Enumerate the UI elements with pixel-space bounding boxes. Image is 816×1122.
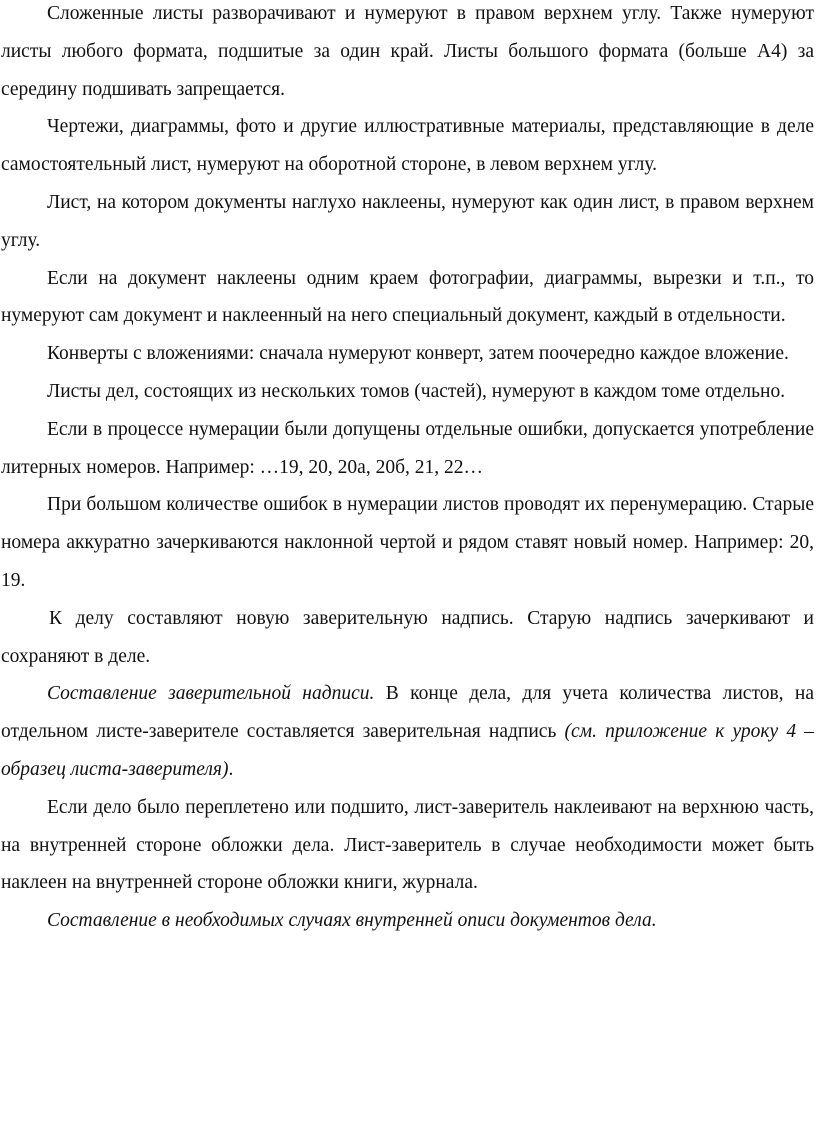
paragraph-text: Чертежи, диаграммы, фото и другие иллюстративные материалы, представляющие в деле самостоятельный лист, нумеруют на оборотной стороне, в левом верхнем углу. bbox=[1, 116, 814, 176]
paragraph-text: Сложенные листы разворачивают и нумеруют в правом верхнем углу. Также нумеруют листы любого формата, подшитые за один край. Листы большого формата (больше А4) за середину подшивать запрещается. bbox=[1, 3, 814, 100]
paragraph-letter-numbers bbox=[1, 411, 814, 487]
paragraph-unfolded-sheets bbox=[1, 0, 814, 108]
paragraph-certification-inscription bbox=[1, 675, 814, 788]
section-heading-italic: Составление заверительной надписи. bbox=[47, 683, 375, 705]
paragraph-drawings bbox=[1, 108, 814, 184]
paragraph-bound-case bbox=[1, 789, 814, 902]
paragraph-envelopes bbox=[1, 335, 814, 373]
paragraph-glued-photos bbox=[1, 260, 814, 336]
paragraph-text: Листы дел, состоящих из нескольких томов (частей), нумеруют в каждом томе отдельно. bbox=[47, 380, 786, 402]
paragraph-text: К делу составляют новую заверительную надпись. Старую надпись зачеркивают и сохраняют в деле. bbox=[1, 607, 814, 667]
paragraph-internal-inventory bbox=[1, 902, 814, 940]
paragraph-text: Конверты с вложениями: сначала нумеруют конверт, затем поочередно каждое вложение. bbox=[47, 343, 789, 365]
paragraph-new-certification bbox=[1, 600, 814, 676]
paragraph-text: Лист, на котором документы наглухо наклеены, нумеруют как один лист, в правом верхнем углу. bbox=[1, 191, 814, 251]
paragraph-text: При большом количестве ошибок в нумерации листов проводят их перенумерацию. Старые номера аккуратно зачеркиваются наклонной чертой и рядом ставят новый номер. Например: 20, 19. bbox=[1, 494, 814, 591]
paragraph-text: Если на документ наклеены одним краем фотографии, диаграммы, вырезки и т.п., то нумеруют сам документ и наклеенный на него специальный документ, каждый в отдельности. bbox=[1, 267, 814, 327]
paragraph-volumes bbox=[1, 373, 814, 411]
paragraph-text: В конце дела, для учета количества листов, на отдельном листе-заверителе составляется заверительная надпись bbox=[1, 683, 814, 743]
paragraph-text: Если дело было переплетено или подшито, лист-заверитель наклеивают на верхнюю часть, на внутренней стороне обложки дела. Лист-заверитель в случае необходимости может быть наклеен на внутренней стороне обложки книги, журнала. bbox=[1, 796, 814, 894]
paragraph-text: . bbox=[228, 758, 234, 780]
paragraph-renumbering bbox=[1, 486, 814, 599]
paragraph-glued-sheet bbox=[1, 184, 814, 260]
appendix-reference: (см. приложение к уроку 4 – образец листа-заверителя) bbox=[1, 721, 814, 780]
section-heading-italic: Составление в необходимых случаях внутренней описи документов дела. bbox=[47, 910, 657, 932]
paragraph-text: Если в процессе нумерации были допущены отдельные ошибки, допускается употребление литерных номеров. Например: …19, 20, 20а, 20б, 21, 22… bbox=[1, 418, 814, 478]
